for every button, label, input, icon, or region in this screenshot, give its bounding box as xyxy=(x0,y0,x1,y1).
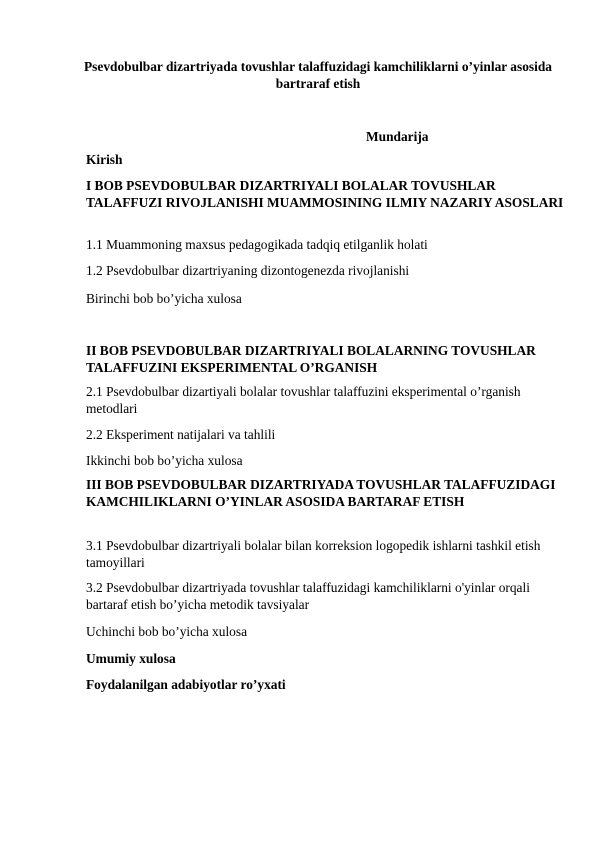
toc-entry-chapter-3: III BOB PSEVDOBULBAR DIZARTRIYADA TOVUSHLAR TALAFFUZIDAGI KAMCHILIKLARNI O’YINLAR ASOSIDA BARTARAF ETISH xyxy=(86,477,556,509)
toc-heading: Mundarija xyxy=(366,129,429,144)
toc-entry-section-2-2: 2.2 Eksperiment natijalari va tahlili xyxy=(86,427,276,442)
toc-entry-chapter-3-conclusion: Uchinchi bob bo’yicha xulosa xyxy=(86,624,248,639)
toc-entry-section-3-1: 3.1 Psevdobulbar dizartriyali bolalar bilan korreksion logopedik ishlarni tashkil etish tamoyillari xyxy=(86,538,541,570)
toc-entry-chapter-1: I BOB PSEVDOBULBAR DIZARTRIYALI BOLALAR TOVUSHLAR TALAFFUZI RIVOJLANISHI MUAMMOSINING ILMIY NAZARIY ASOSLARI xyxy=(86,178,564,210)
toc-entry-chapter-2-conclusion: Ikkinchi bob bo’yicha xulosa xyxy=(86,453,243,468)
toc-entry-section-1-2: 1.2 Psevdobulbar dizartriyaning dizontogenezda rivojlanishi xyxy=(86,263,410,278)
toc-entry-general-conclusion: Umumiy xulosa xyxy=(86,651,176,666)
toc-entry-chapter-2: II BOB PSEVDOBULBAR DIZARTRIYALI BOLALARNING TOVUSHLAR TALAFFUZINI EKSPERIMENTAL O’RGANISH xyxy=(86,343,536,375)
toc-entry-section-2-1: 2.1 Psevdobulbar dizartiyali bolalar tovushlar talaffuzini eksperimental o’rganish metodlari xyxy=(86,384,521,416)
document-title: Psevdobulbar dizartriyada tovushlar talaffuzidagi kamchiliklarni o’yinlar asosida bartraraf etish xyxy=(84,59,552,91)
toc-entry-section-1-1: 1.1 Muammoning maxsus pedagogikada tadqiq etilganlik holati xyxy=(86,237,428,252)
toc-entry-introduction: Kirish xyxy=(86,152,123,167)
toc-entry-section-3-2: 3.2 Psevdobulbar dizartriyada tovushlar talaffuzidagi kamchiliklarni o'yinlar orqali bartaraf etish bo’yicha metodik tavsiyalar xyxy=(86,580,530,612)
toc-entry-references: Foydalanilgan adabiyotlar ro’yxati xyxy=(86,677,286,692)
toc-entry-chapter-1-conclusion: Birinchi bob bo’yicha xulosa xyxy=(86,291,242,306)
